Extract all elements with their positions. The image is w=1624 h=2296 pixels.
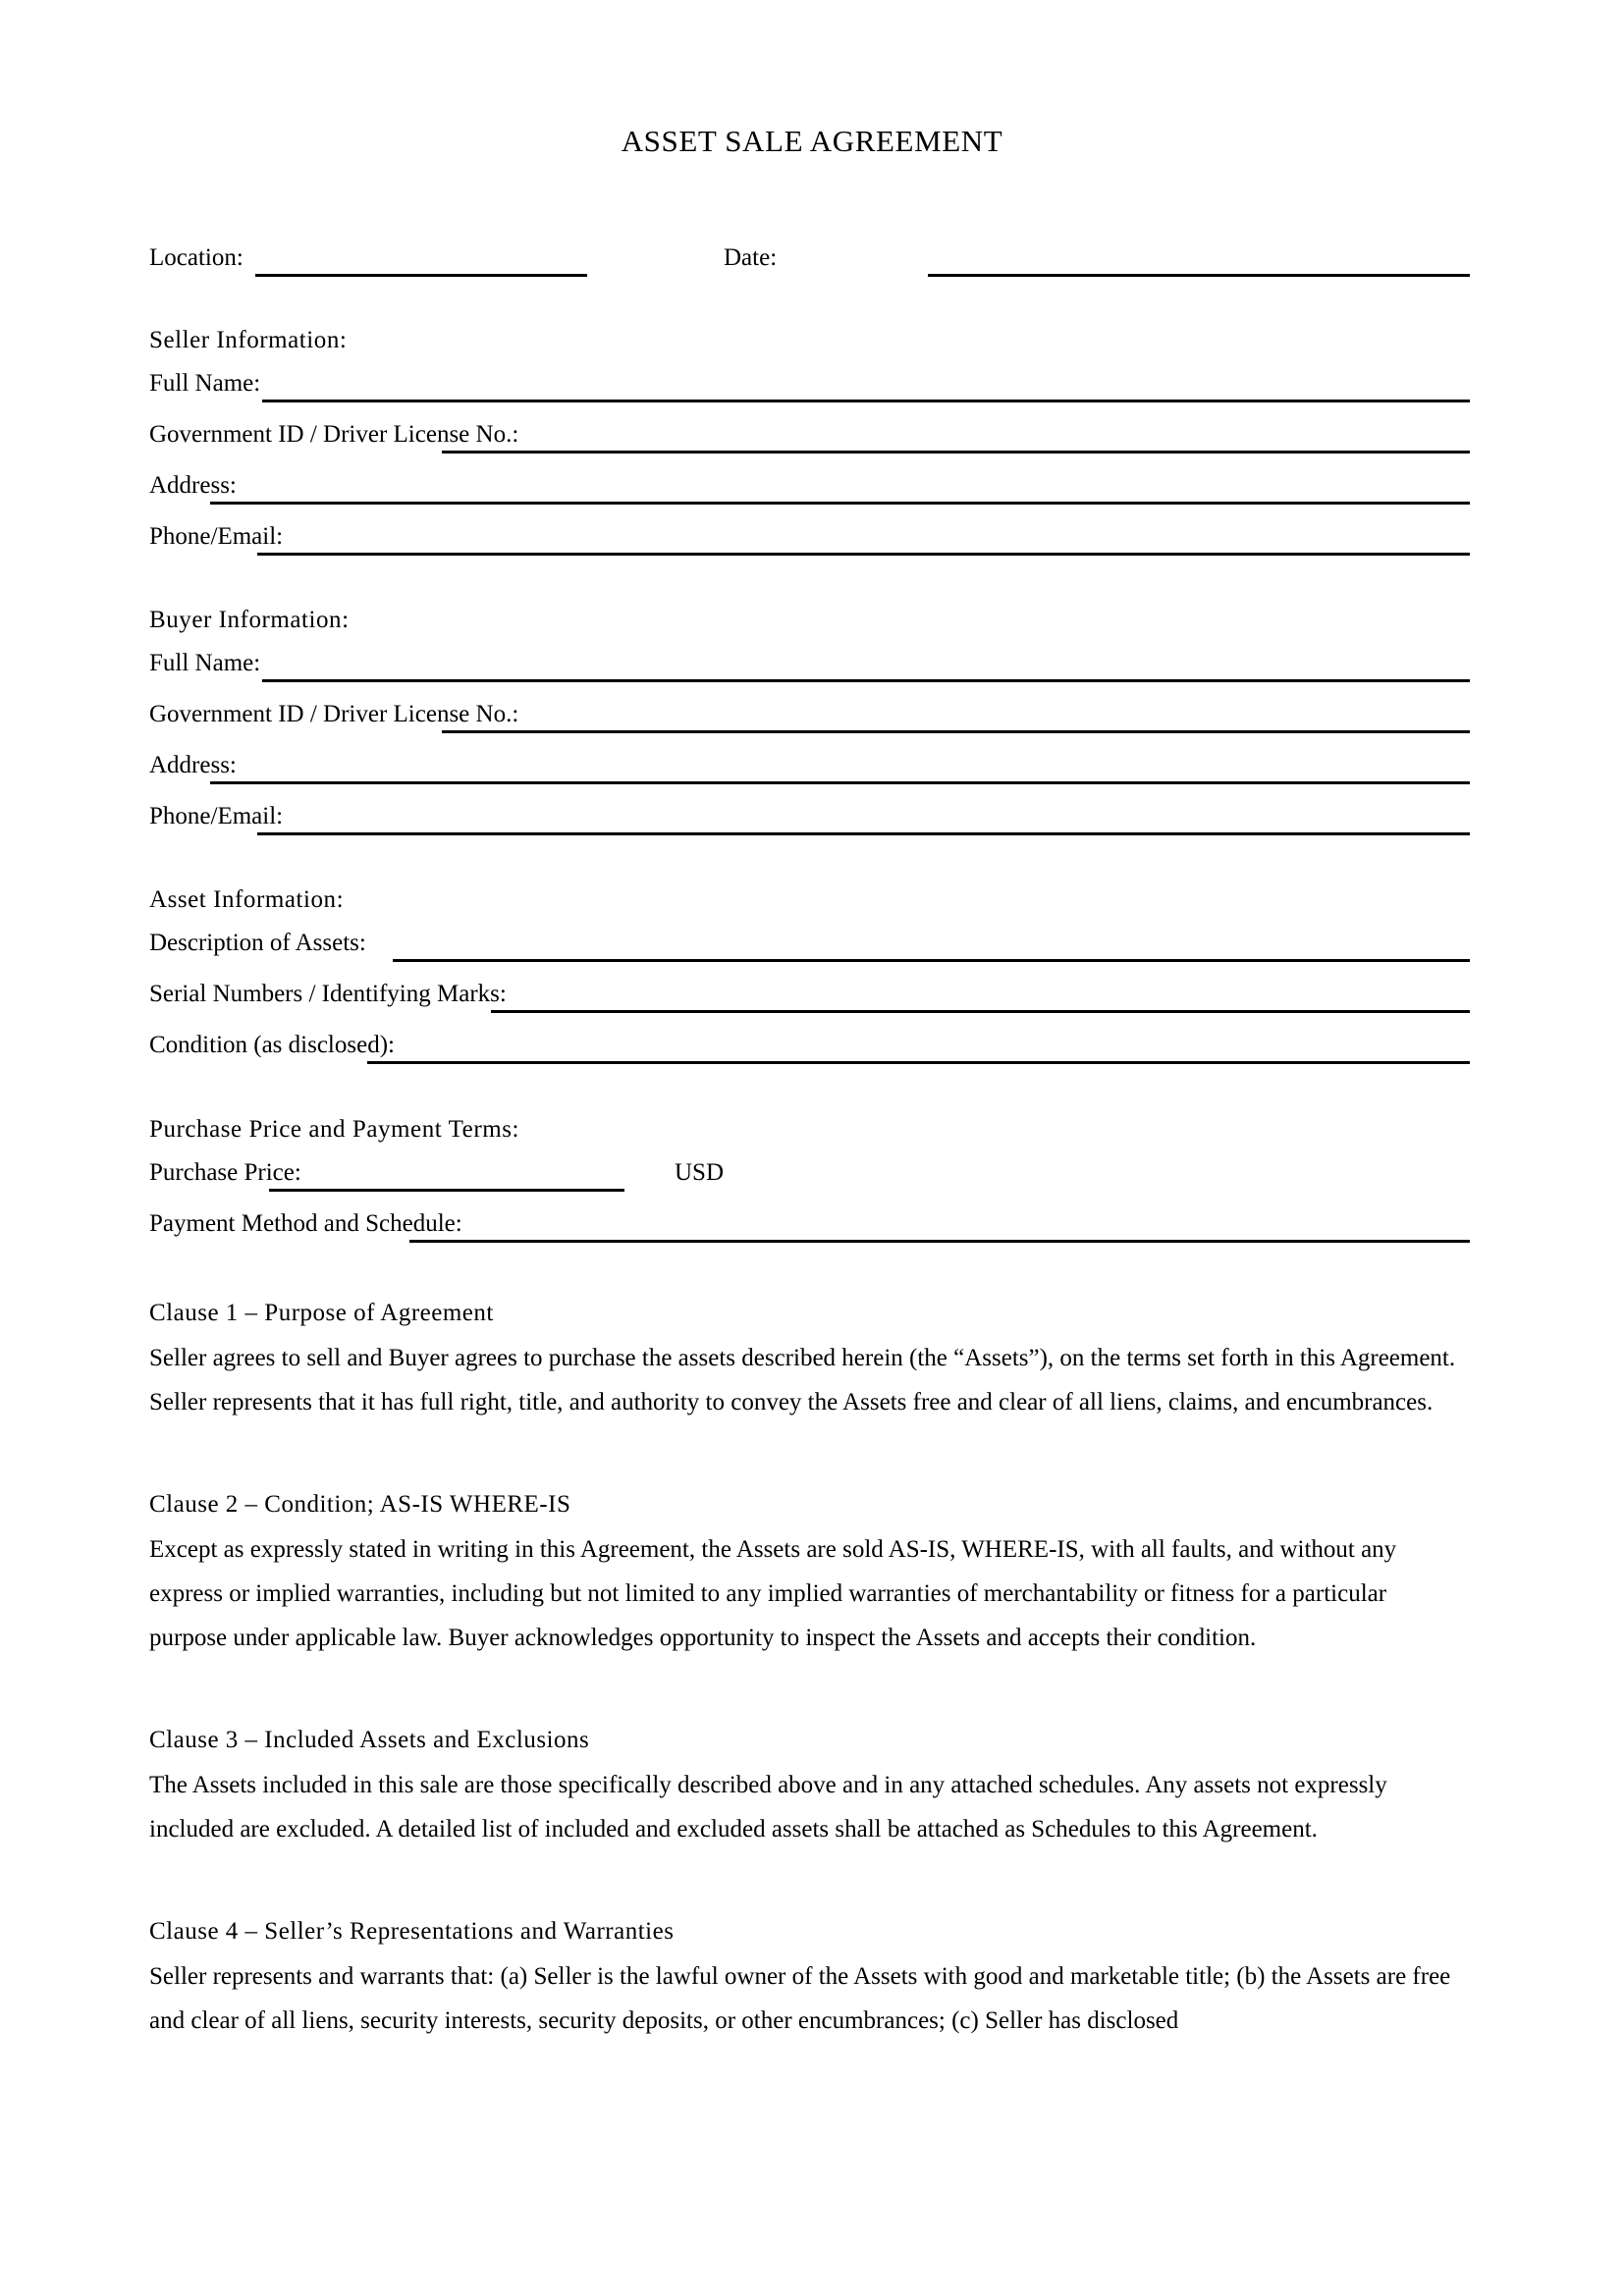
payment-method-row [149,1209,1470,1255]
seller-full-name-label: Full Name: [149,370,261,397]
asset-description-row [149,929,1470,974]
buyer-government-id-row [149,700,1470,745]
buyer-government-id-rule[interactable] [442,730,1470,733]
buyer-full-name-row [149,649,1470,694]
page-title: ASSET SALE AGREEMENT [621,124,1003,158]
seller-government-id-label: Government ID / Driver License No.: [149,421,519,448]
seller-address-row [149,471,1470,516]
seller-government-id-row [149,420,1470,465]
purchase-price-row [149,1158,1470,1203]
buyer-phone-email-rule[interactable] [257,832,1470,835]
asset-condition-label: Condition (as disclosed): [149,1032,395,1058]
date-input-rule[interactable] [928,274,1470,277]
seller-full-name-row [149,369,1470,414]
location-input-rule[interactable] [255,274,587,277]
date-label: Date: [724,244,778,271]
buyer-section-heading: Buyer Information: [149,607,350,633]
seller-phone-email-rule[interactable] [257,553,1470,556]
asset-description-label: Description of Assets: [149,930,366,956]
asset-condition-row [149,1031,1470,1076]
purchase-price-label: Purchase Price: [149,1159,301,1186]
buyer-government-id-label: Government ID / Driver License No.: [149,701,519,727]
buyer-address-label: Address: [149,752,237,778]
asset-condition-rule[interactable] [367,1061,1470,1064]
seller-government-id-rule[interactable] [442,451,1470,454]
buyer-address-rule[interactable] [210,781,1470,784]
clause-1-heading: Clause 1 – Purpose of Agreement [149,1300,494,1326]
seller-phone-email-row [149,522,1470,567]
buyer-phone-email-row [149,802,1470,847]
asset-description-rule[interactable] [393,959,1470,962]
asset-section-heading: Asset Information: [149,886,345,913]
asset-serial-numbers-rule[interactable] [491,1010,1470,1013]
seller-phone-email-label: Phone/Email: [149,523,284,550]
clause-1-body: Seller agrees to sell and Buyer agrees to purchase the assets described herein (the “Assets”), on the terms set forth in this Agreement. Seller represents that it has full right, title, and authority to convey the Assets free and clear of all liens, claims, and encumbrances. [149,1345,1456,1415]
purchase-price-rule[interactable] [269,1189,624,1192]
price-section-heading: Purchase Price and Payment Terms: [149,1116,519,1143]
seller-address-rule[interactable] [210,502,1470,505]
seller-section-heading: Seller Information: [149,327,348,353]
currency-label: USD [675,1159,725,1186]
clause-4-heading: Clause 4 – Seller’s Representations and Warranties [149,1918,675,1945]
asset-serial-numbers-label: Serial Numbers / Identifying Marks: [149,981,507,1007]
seller-full-name-rule[interactable] [262,400,1470,402]
clause-4-body: Seller represents and warrants that: (a) Seller is the lawful owner of the Assets with good and marketable title; (b) the Assets are free and clear of all liens, security interests, security deposits, or other encumbrances; (c) Seller has disclosed [149,1963,1451,2034]
clause-3-heading: Clause 3 – Included Assets and Exclusions [149,1727,590,1753]
payment-method-rule[interactable] [409,1240,1470,1243]
asset-serial-numbers-row [149,980,1470,1025]
clause-2-body: Except as expressly stated in writing in this Agreement, the Assets are sold AS-IS, WHERE-IS, with all faults, and without any express or implied warranties, including but not limited to any implied warranties of merchantability or fitness for a particular purpose under applicable law. Buyer acknowledges opportunity to inspect the Assets and accepts their condition. [149,1536,1397,1651]
clause-2-heading: Clause 2 – Condition; AS-IS WHERE-IS [149,1491,571,1518]
buyer-full-name-rule[interactable] [262,679,1470,682]
buyer-full-name-label: Full Name: [149,650,261,676]
header-field-row [149,243,1470,289]
buyer-address-row [149,751,1470,796]
buyer-phone-email-label: Phone/Email: [149,803,284,829]
clause-3-body: The Assets included in this sale are those specifically described above and in any attached schedules. Any assets not expressly included are excluded. A detailed list of included and excluded assets shall be attached as Schedules to this Agreement. [149,1772,1387,1842]
payment-method-label: Payment Method and Schedule: [149,1210,462,1237]
location-label: Location: [149,244,244,271]
seller-address-label: Address: [149,472,237,499]
